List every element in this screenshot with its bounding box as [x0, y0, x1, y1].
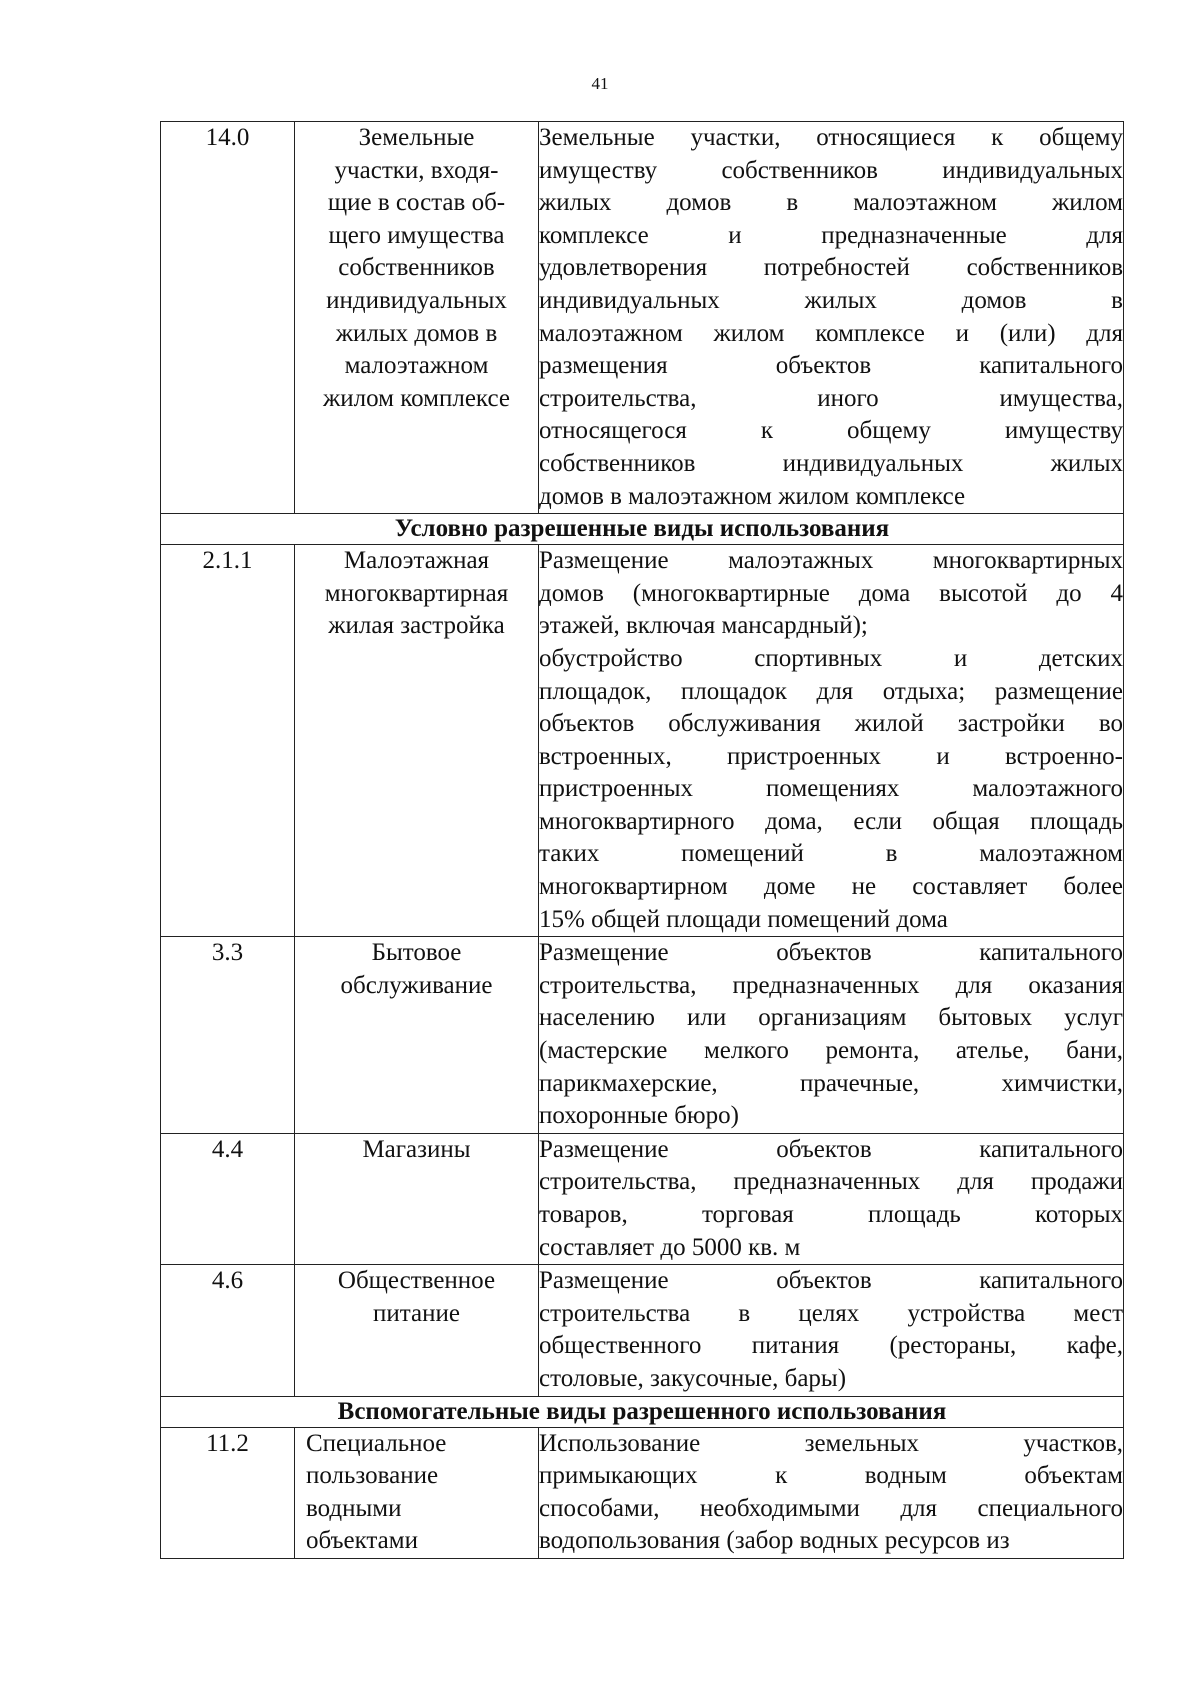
- use-name-line: Земельные: [358, 124, 475, 151]
- use-description-line: населению или организациям бытовых услуг: [539, 1004, 1123, 1032]
- section-title: Вспомогательные виды разрешенного использования: [161, 1396, 1124, 1427]
- use-code: 4.4: [161, 1133, 295, 1264]
- use-description-line: примыкающих к водным объектам: [539, 1462, 1123, 1490]
- use-name-line: Специальное: [306, 1429, 447, 1457]
- use-description-line: обустройство спортивных и детских: [539, 644, 1123, 672]
- use-name-line: Малоэтажная: [343, 547, 490, 575]
- table-row: [161, 1265, 1124, 1396]
- use-description-line: парикмахерские, прачечные, химчистки,: [539, 1069, 1123, 1097]
- use-description-line: малоэтажном жилом комплексе и (или) для: [539, 319, 1123, 347]
- use-name-line: жилая застройка: [328, 612, 505, 640]
- use-description: [539, 1427, 1124, 1558]
- use-name-line: жилых домов в: [335, 319, 498, 347]
- land-use-table: [160, 121, 1124, 1559]
- page-number: 41: [591, 74, 609, 93]
- use-code: 14.0: [161, 122, 295, 514]
- use-description-line: строительства в целях устройства мест: [539, 1299, 1123, 1327]
- use-name: [295, 1133, 539, 1264]
- use-description: [539, 937, 1124, 1134]
- use-description-line: способами, необходимыми для специального: [539, 1494, 1123, 1522]
- use-name-line: щего имущества: [328, 221, 505, 249]
- table-row: [161, 1427, 1124, 1558]
- section-title: Условно разрешенные виды использования: [161, 514, 1124, 545]
- use-description-line: (мастерские мелкого ремонта, ателье, бани,: [539, 1037, 1123, 1065]
- use-description-line: имуществу собственников индивидуальных: [539, 156, 1123, 184]
- use-description-line: размещения объектов капитального: [539, 352, 1123, 380]
- use-description-line: пристроенных помещениях малоэтажного: [539, 775, 1123, 803]
- section-header-row: [161, 1396, 1124, 1427]
- use-description-line: комплексе и предназначенные для: [539, 221, 1123, 249]
- use-name: [295, 122, 539, 514]
- use-description-line: таких помещений в малоэтажном: [539, 840, 1123, 868]
- use-description-line: многоквартирном доме не составляет более: [539, 873, 1123, 901]
- use-code: 3.3: [161, 937, 295, 1134]
- use-name-line: питание: [373, 1299, 460, 1327]
- use-description-line: похоронные бюро): [539, 1102, 739, 1130]
- use-name-line: обслуживание: [340, 971, 493, 999]
- use-name-line: собственников: [338, 254, 495, 282]
- use-code: 2.1.1: [161, 545, 295, 937]
- use-name-line: малоэтажном: [344, 352, 489, 380]
- use-code: 4.6: [161, 1265, 295, 1396]
- use-description: [539, 1133, 1124, 1264]
- use-description-line: строительства, иного имущества,: [539, 384, 1123, 412]
- use-name: [295, 545, 539, 937]
- use-description-line: удовлетворения потребностей собственников: [539, 254, 1123, 282]
- use-name: [295, 1265, 539, 1396]
- use-description-line: Размещение объектов капитального: [539, 1267, 1123, 1295]
- use-description-line: домов (многоквартирные дома высотой до 4: [539, 579, 1123, 607]
- use-description-line: строительства, предназначенных для оказания: [539, 971, 1123, 999]
- use-description-line: 15% общей площади помещений дома: [539, 905, 948, 933]
- use-description-line: объектов обслуживания жилой застройки во: [539, 710, 1123, 738]
- use-name-line: водными: [306, 1494, 402, 1522]
- use-name-line: Бытовое: [371, 939, 462, 967]
- use-description-line: товаров, торговая площадь которых: [539, 1201, 1123, 1228]
- use-name-line: участки, входя-: [334, 156, 499, 184]
- table-row: [161, 545, 1124, 937]
- table-row: [161, 122, 1124, 514]
- use-name-line: многоквартирная: [324, 579, 509, 607]
- use-description-line: столовые, закусочные, бары): [539, 1364, 847, 1392]
- use-description-line: жилых домов в малоэтажном жилом: [539, 189, 1123, 217]
- use-name-line: пользование: [306, 1462, 439, 1490]
- use-description-line: домов в малоэтажном жилом комплексе: [539, 482, 966, 510]
- use-name-line: Общественное: [337, 1267, 496, 1295]
- use-name-line: щие в состав об-: [327, 189, 506, 217]
- use-name-line: Магазины: [362, 1135, 471, 1163]
- use-description-line: Земельные участки, относящиеся к общему: [539, 124, 1123, 151]
- use-description: [539, 1265, 1124, 1396]
- use-name-line: индивидуальных: [326, 286, 507, 314]
- use-description-line: Размещение малоэтажных многоквартирных: [539, 547, 1123, 575]
- use-description-line: Размещение объектов капитального: [539, 939, 1123, 967]
- use-description-line: относящегося к общему имуществу: [539, 417, 1123, 445]
- table-row: [161, 1133, 1124, 1264]
- use-code: 11.2: [161, 1427, 295, 1558]
- use-description-line: строительства, предназначенных для продажи: [539, 1168, 1123, 1196]
- use-name: [295, 1427, 539, 1558]
- use-description-line: этажей, включая мансардный);: [539, 612, 868, 640]
- use-description-line: Использование земельных участков,: [539, 1429, 1123, 1457]
- use-description-line: многоквартирного дома, если общая площадь: [539, 807, 1123, 835]
- use-description-line: общественного питания (рестораны, кафе,: [539, 1332, 1123, 1360]
- table-row: [161, 937, 1124, 1134]
- section-header-row: [161, 514, 1124, 545]
- use-description: [539, 122, 1124, 514]
- use-name: [295, 937, 539, 1134]
- use-description: [539, 545, 1124, 937]
- use-description-line: Размещение объектов капитального: [539, 1135, 1123, 1163]
- use-description-line: встроенных, пристроенных и встроенно-: [539, 742, 1123, 770]
- use-name-line: жилом комплексе: [323, 384, 510, 412]
- use-description-line: водопользования (забор водных ресурсов из: [539, 1527, 1010, 1555]
- table-body: [161, 122, 1124, 1559]
- use-description-line: индивидуальных жилых домов в: [539, 286, 1123, 314]
- use-description-line: площадок, площадок для отдыха; размещение: [539, 677, 1123, 705]
- use-name-line: объектами: [306, 1527, 418, 1555]
- use-description-line: составляет до 5000 кв. м: [539, 1233, 801, 1261]
- use-description-line: собственников индивидуальных жилых: [539, 449, 1123, 477]
